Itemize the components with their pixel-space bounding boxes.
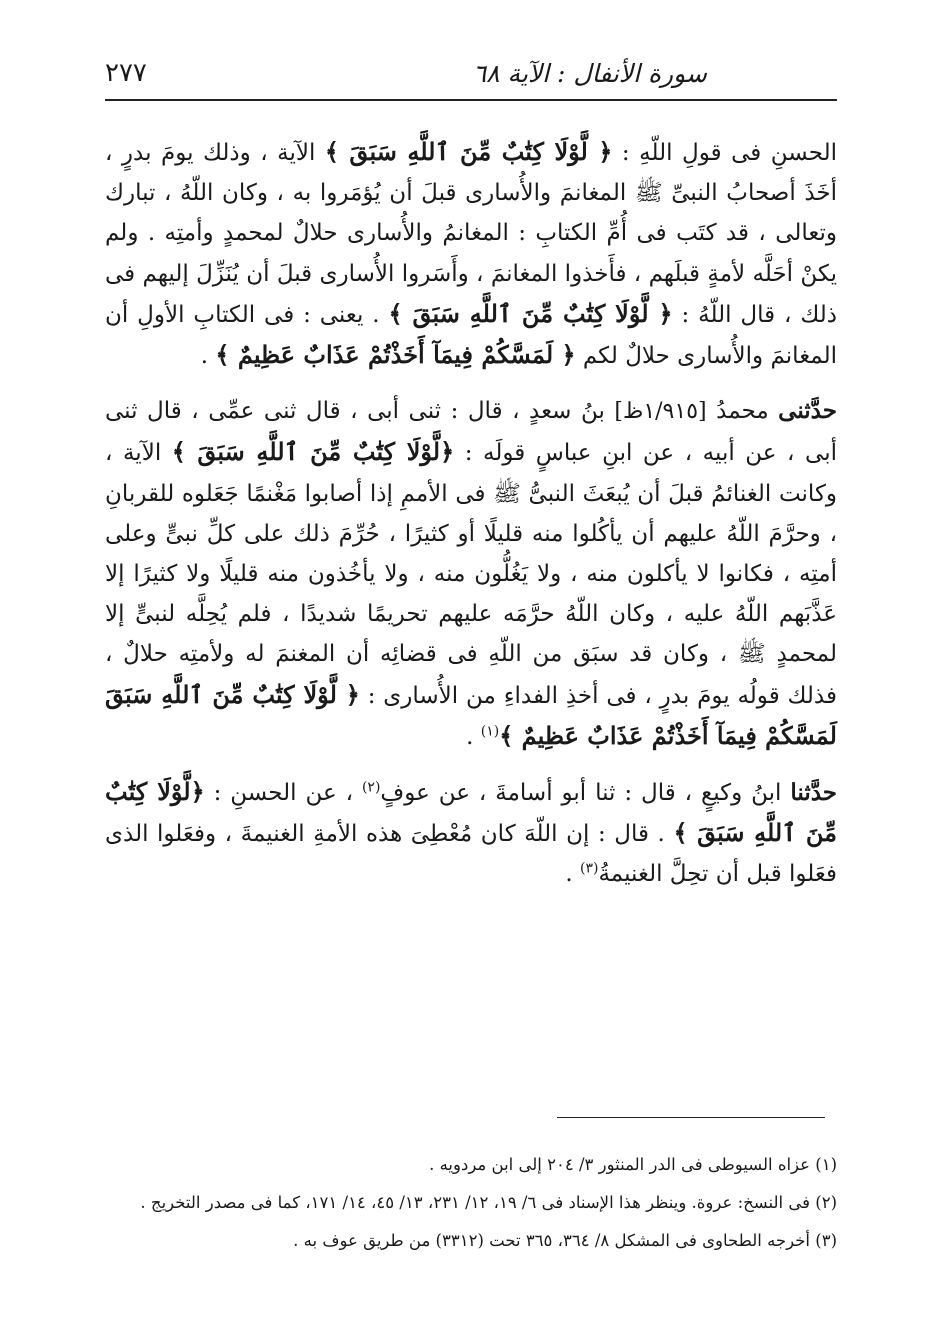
text-run: الآية ، وذلك يومَ بدرٍ ، أخَذَ أصحابُ النبىِّ ﷺ المغانمَ والأُسارى قبلَ أن يُؤمَروا به ، وكان اللّهُ ، تبارك وتعالى ، قد كتَب فى أُمِّ الكتابِ : المغانمُ والأُسارى حلالٌ لمحمدٍ وأمتِه . ولم يكنْ أحَلَّه لأمةٍ قبلَهم ، فأَخذوا المغانمَ ، وأَسَروا الأُسارى قبلَ أن يُنَزِّلَ إليهم فى ذلك ، قال اللّهُ : [105, 140, 837, 328]
quran-verse: ﴿لَّوْلَا كِتَٰبٌ مِّنَ ٱللَّهِ سَبَقَ ﴾ [105, 777, 838, 848]
quran-verse: ﴿لَّوْلَا كِتَٰبٌ مِّنَ ٱللَّهِ سَبَقَ ﴾ [171, 437, 455, 467]
footnotes [105, 1146, 837, 1260]
paragraph [105, 772, 837, 895]
text-run: . قال : إن اللّهَ كان مُعْطِىَ هذه الأمةِ الغنيمةَ ، وفعَلوا الذى فعَلوا قبل أن تحِلَّ الغنيمةُ [105, 821, 837, 888]
header-rule [105, 99, 837, 101]
footnote: (٣) أخرجه الطحاوى فى المشكل ٨/ ٣٦٤، ٣٦٥ تحت (٣٣١٢) من طريق عوف به . [293, 1231, 837, 1250]
footnote: (١) عزاه السيوطى فى الدر المنثور ٣/ ٢٠٤ إلى ابن مردويه . [429, 1155, 837, 1174]
text-run: . [200, 343, 216, 370]
quran-verse: ﴿ لَمَسَّكُمْ فِيمَآ أَخَذْتُمْ عَذَابٌ عَظِيمٌ ﴾ [215, 340, 576, 370]
page-number: ٢٧٧ [105, 58, 147, 88]
quran-verse: ﴿ لَّوْلَا كِتَٰبٌ مِّنَ ٱللَّهِ سَبَقَ لَمَسَّكُمْ فِيمَآ أَخَذْتُمْ عَذَابٌ عَظِيمٌ ﴾ [105, 679, 837, 750]
lead-word: حدَّثنى [778, 397, 837, 425]
footnote-ref: (١) [480, 723, 500, 740]
text-run: . [565, 861, 580, 888]
main-text [105, 132, 837, 910]
footnote-rule [557, 1117, 825, 1118]
text-run: . [466, 723, 481, 750]
footnote-ref: (٣) [580, 860, 599, 877]
page-header [105, 52, 837, 94]
text-run: . يعنى : فى الكتابِ الأولِ أن المغانمَ والأُسارى حلالٌ لكم [105, 301, 837, 370]
text-run: بنُ سعدٍ ، قال : ثنى أبى ، قال ثنى عمِّى ، قال ثنى أبى ، عن أبيه ، عن ابنِ عباسٍ قولَه : [105, 398, 837, 467]
paragraph [105, 132, 837, 376]
quran-verse: ﴿ لَّوْلَا كِتَٰبٌ مِّنَ ٱللَّهِ سَبَقَ ﴾ [324, 137, 613, 166]
manuscript-ref: [١/٩١٥ظ] [614, 399, 707, 425]
text-run: ابنُ وكيعٍ ، قال : ثنا أبو أسامةَ ، عن عوفٍ [380, 780, 791, 807]
paragraph [105, 391, 837, 757]
running-title: سورة الأنفال : الآية ٦٨ [472, 58, 707, 88]
footnote-ref: (٢) [361, 779, 381, 796]
text-run: الحسنِ فى قولِ اللّهِ : [612, 140, 837, 166]
text-run: محمدُ [706, 398, 779, 425]
quran-verse: ﴿ لَّوْلَا كِتَٰبٌ مِّنَ ٱللَّهِ سَبَقَ ﴾ [388, 298, 673, 328]
lead-word: حدَّثنا [790, 779, 838, 807]
text-run: الآية ، وكانت الغنائمُ قبلَ أن يُبعَثَ النبىُّ ﷺ فى الأممِ إذا أصابوا مَغْنمًا جَعَلوه للقربانِ ، وحرَّمَ اللّهُ عليهم أن يأكُلوا منه قليلًا أو كثيرًا ، حُرِّمَ ذلك على كلِّ نبىٍّ وعلى أمتِه ، فكانوا لا يأكلون منه ، ولا يَغُلُّون منه ، ولا يأخُذون منه قليلًا ولا كثيرًا إلا عَذَّبَهم اللّهُ عليه ، وكان اللّهُ حرَّمَه عليهم تحريمًا شديدًا ، فلم يُحِلَّه لنبىٍّ إلا لمحمدٍ ﷺ ، وكان قد سبَق من اللّهِ فى قضائِه أن المغنمَ له ولأمتِه حلالٌ ، فذلك قولُه يومَ بدرٍ ، فى أخذِ الفداءِ من الأُسارى : [105, 440, 837, 709]
footnote: (٢) فى النسخ: عروة. وينظر هذا الإسناد فى ٦/ ١٩، ١٢/ ٢٣١، ١٣/ ٤٥، ١٤/ ١٧١، كما فى مصدر التخريج . [140, 1193, 837, 1212]
text-run: ، عن الحسنِ : [204, 780, 362, 807]
